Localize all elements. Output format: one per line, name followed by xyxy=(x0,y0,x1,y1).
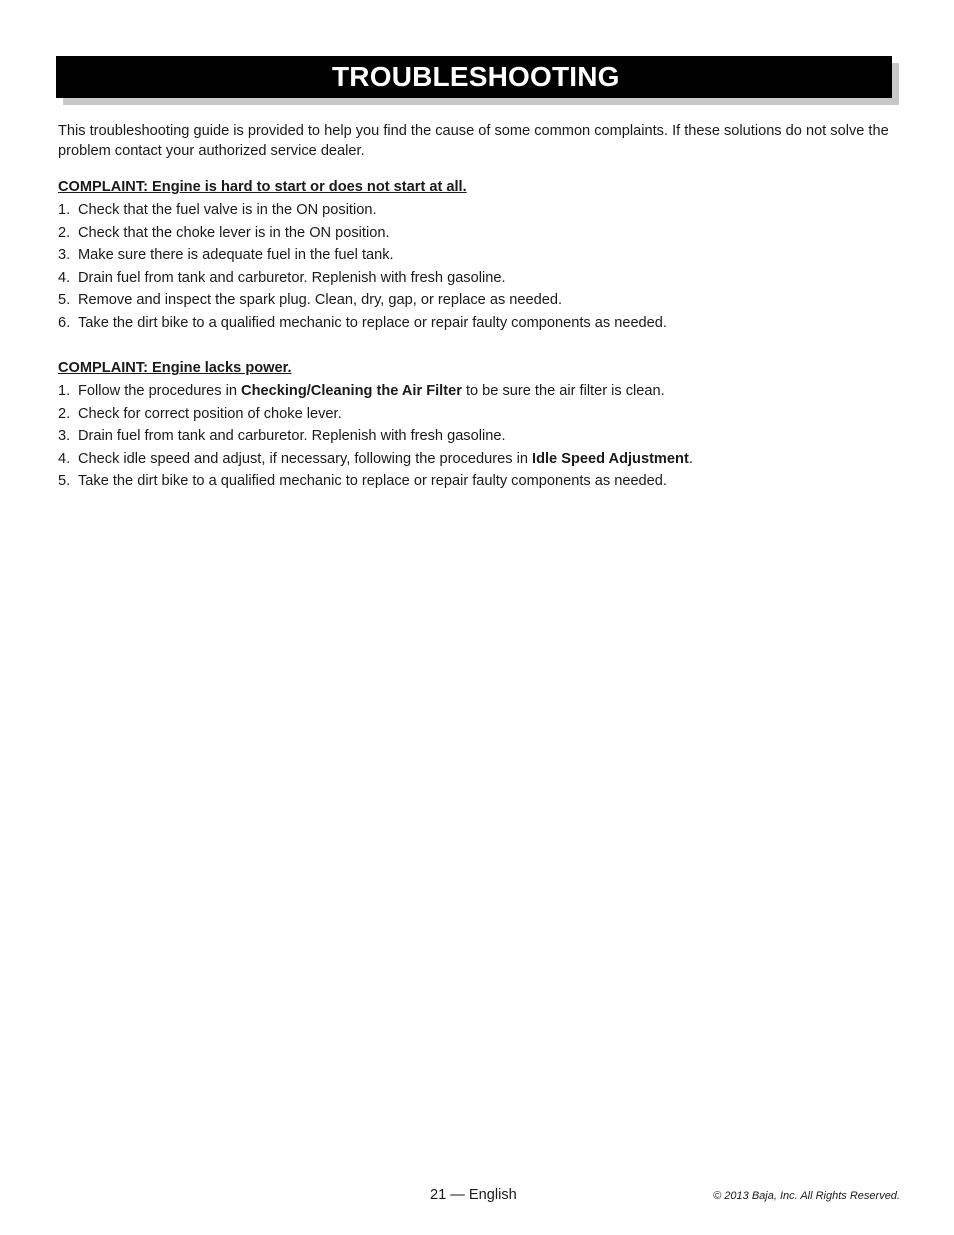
list-item: 5. Remove and inspect the spark plug. Clean, dry, gap, or replace as needed. xyxy=(58,292,563,309)
intro-paragraph: This troubleshooting guide is provided to help you find the cause of some common complaints. If these solutions do not solve the problem contact your authorized service dealer. xyxy=(58,123,889,159)
list-item: 3. Make sure there is adequate fuel in the fuel tank. xyxy=(58,247,394,264)
complaint-heading: COMPLAINT: Engine is hard to start or does not start at all. xyxy=(58,179,467,195)
complaint-steps-list xyxy=(58,199,918,335)
list-item: 6. Take the dirt bike to a qualified mechanic to replace or repair faulty components as needed. xyxy=(58,314,667,331)
list-item: 2. Check for correct position of choke lever. xyxy=(58,405,342,422)
complaint-lacks-power xyxy=(58,358,918,493)
procedure-reference: Idle Speed Adjustment xyxy=(532,450,689,467)
page-title: TROUBLESHOOTING xyxy=(56,56,892,98)
complaint-heading: COMPLAINT: Engine lacks power. xyxy=(58,360,292,376)
list-item: 1. Follow the procedures in Checking/Cleaning the Air Filter to be sure the air filter is clean. xyxy=(58,383,665,399)
page-number: 21 — English xyxy=(430,1187,517,1203)
title-banner xyxy=(56,56,892,98)
list-item: 3. Drain fuel from tank and carburetor. Replenish with fresh gasoline. xyxy=(58,428,506,445)
list-item: 4. Check idle speed and adjust, if necessary, following the procedures in Idle Speed Adjustment. xyxy=(58,450,693,467)
list-item: 1. Check that the fuel valve is in the ON position. xyxy=(58,202,377,218)
complaint-hard-start xyxy=(58,177,918,335)
complaint-steps-list xyxy=(58,380,918,493)
list-item: 4. Drain fuel from tank and carburetor. Replenish with fresh gasoline. xyxy=(58,269,506,286)
copyright-notice: © 2013 Baja, Inc. All Rights Reserved. xyxy=(713,1190,900,1202)
list-item: 5. Take the dirt bike to a qualified mechanic to replace or repair faulty components as needed. xyxy=(58,473,667,490)
procedure-reference: Checking/Cleaning the Air Filter xyxy=(241,383,462,399)
list-item: 2. Check that the choke lever is in the ON position. xyxy=(58,224,390,241)
